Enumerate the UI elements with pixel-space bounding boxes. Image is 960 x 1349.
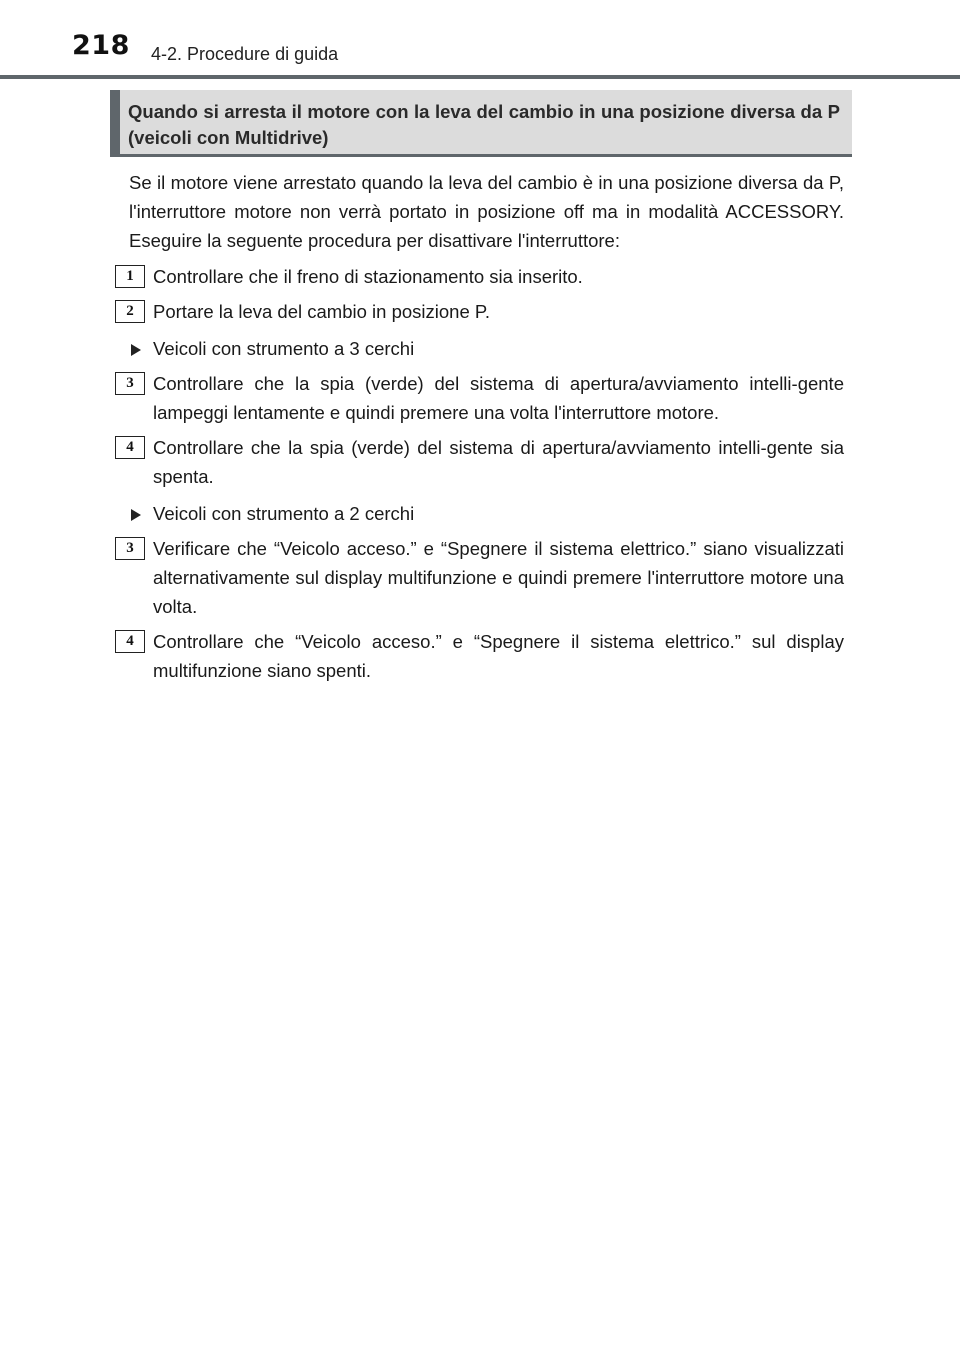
step-text: Controllare che la spia (verde) del sistema di apertura/avviamento intelli-gente lampeggi lentamente e quindi premere una volta l'interruttore motore. [153, 373, 844, 423]
section-heading [110, 90, 852, 157]
variant-label: Veicoli con strumento a 3 cerchi [153, 338, 415, 359]
step-item [126, 369, 844, 427]
step-item [126, 262, 844, 291]
step-item [126, 433, 844, 491]
variant-heading [129, 499, 844, 528]
header-divider [0, 75, 960, 79]
step-number-badge: 2 [115, 300, 145, 323]
step-text: Controllare che la spia (verde) del sistema di apertura/avviamento intelli-gente sia spenta. [153, 437, 844, 487]
step-item [126, 534, 844, 621]
step-text: Controllare che il freno di stazionamento sia inserito. [153, 266, 583, 287]
step-text: Verificare che “Veicolo acceso.” e “Spegnere il sistema elettrico.” siano visualizzati alternativamente sul display multifunzione e quindi premere l'interruttore motore una volta. [153, 538, 844, 617]
step-number-badge: 1 [115, 265, 145, 288]
running-header-title: 4-2. Procedure di guida [151, 44, 339, 64]
triangle-right-icon [131, 344, 141, 356]
step-number-badge: 3 [115, 372, 145, 395]
step-text: Portare la leva del cambio in posizione P. [153, 301, 490, 322]
intro-paragraph: Se il motore viene arrestato quando la leva del cambio è in una posizione diversa da P, l'interruttore motore non verrà portato in posizione off ma in modalità ACCESSORY. Eseguire la seguente procedura per disattivare l'interruttore: [129, 172, 844, 251]
variant-heading [129, 334, 844, 363]
step-number-badge: 4 [115, 630, 145, 653]
step-text: Controllare che “Veicolo acceso.” e “Spegnere il sistema elettrico.” sul display multifunzione siano spenti. [153, 631, 844, 681]
heading-accent-bar [110, 90, 120, 154]
step-number-badge: 3 [115, 537, 145, 560]
section-title: Quando si arresta il motore con la leva del cambio in una posizione diversa da P (veicoli con Multidrive) [128, 101, 840, 148]
variant-label: Veicoli con strumento a 2 cerchi [153, 503, 415, 524]
page-number: 218 [72, 30, 130, 61]
triangle-right-icon [131, 509, 141, 521]
step-item [126, 297, 844, 326]
step-number-badge: 4 [115, 436, 145, 459]
page-content [126, 168, 844, 685]
step-item [126, 627, 844, 685]
